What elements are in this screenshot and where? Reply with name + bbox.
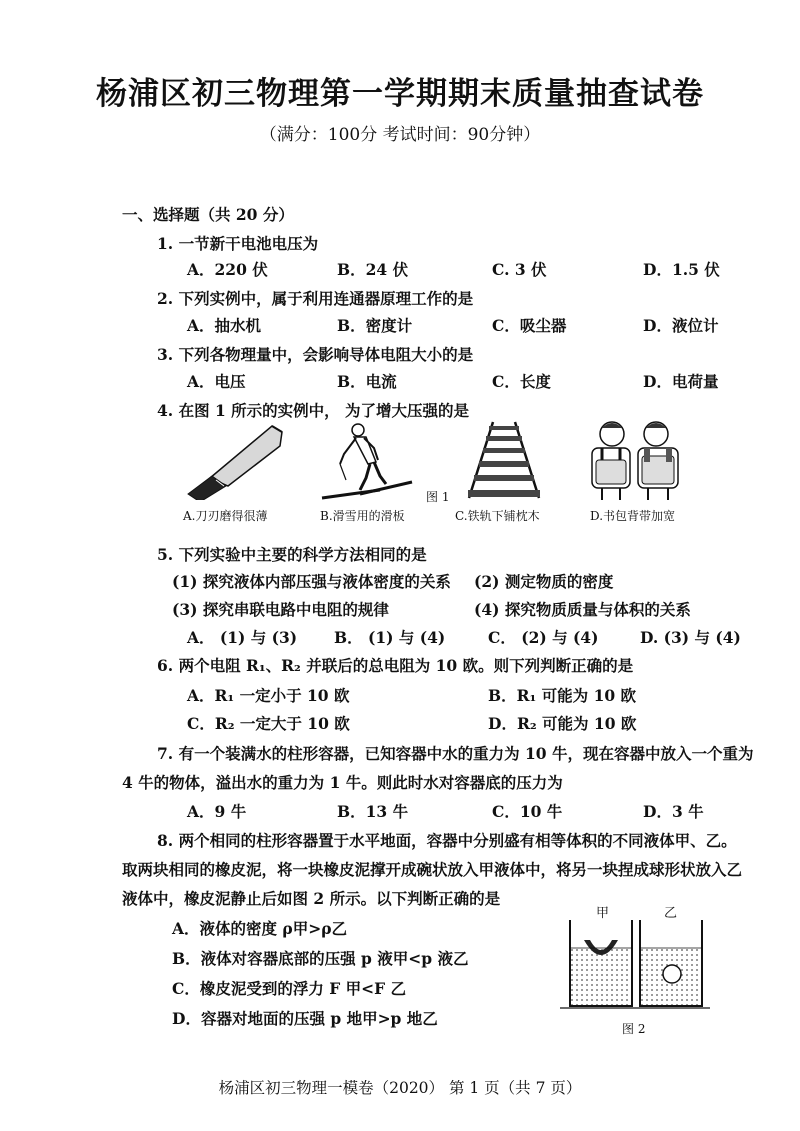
q8-option-b: B．液体对容器底部的压强 p 液甲<p 液乙	[172, 949, 469, 968]
q1-option-c: C. 3 伏	[492, 260, 547, 279]
figure-1-caption-b: B.滑雪用的滑板	[320, 509, 405, 523]
q8-option-d: D．容器对地面的压强 p 地甲>p 地乙	[172, 1009, 438, 1028]
q2-option-d: D．液位计	[643, 316, 719, 335]
q5-item-2: (2) 测定物质的密度	[474, 572, 614, 591]
q6-option-d: D．R₂ 可能为 10 欧	[488, 714, 637, 733]
figure-1-caption-a: A.刀刃磨得很薄	[183, 509, 268, 523]
q5-option-d: D. (3) 与 (4)	[640, 628, 741, 647]
railway-illustration	[455, 420, 555, 502]
question-4-stem: 4. 在图 1 所示的实例中， 为了增大压强的是	[157, 401, 470, 420]
page-title: 杨浦区初三物理第一学期期末质量抽查试卷	[96, 76, 704, 112]
question-1-stem: 1. 一节新干电池电压为	[157, 234, 319, 253]
question-8-stem-line1: 8. 两个相同的柱形容器置于水平地面，容器中分别盛有相等体积的不同液体甲、乙。	[157, 831, 737, 850]
figure-2-containers	[560, 918, 710, 1010]
q5-item-4: (4) 探究物质质量与体积的关系	[474, 600, 691, 619]
section-heading: 一、选择题（共 20 分）	[122, 205, 294, 224]
question-8-stem-line2: 取两块相同的橡皮泥，将一块橡皮泥撑开成碗状放入甲液体中，将另一块捏成球形状放入乙	[122, 860, 743, 879]
q6-option-b: B．R₁ 可能为 10 欧	[488, 686, 637, 705]
q2-option-a: A．抽水机	[187, 316, 262, 335]
q8-option-a: A．液体的密度 ρ甲>ρ乙	[172, 919, 348, 938]
q2-option-b: B．密度计	[337, 316, 413, 335]
q3-option-d: D．电荷量	[643, 372, 719, 391]
question-8-stem-line3: 液体中，橡皮泥静止后如图 2 所示。以下判断正确的是	[122, 889, 501, 908]
question-7-stem-line1: 7. 有一个装满水的柱形容器，已知容器中水的重力为 10 牛，现在容器中放入一个重为	[157, 744, 754, 763]
exam-info: （满分：100分 考试时间：90分钟）	[259, 125, 541, 145]
figure-1-caption-d: D.书包背带加宽	[590, 509, 676, 523]
q7-option-b: B．13 牛	[337, 802, 409, 821]
q5-option-c: C． (2) 与 (4)	[488, 628, 599, 647]
q5-option-a: A． (1) 与 (3)	[187, 628, 298, 647]
q3-option-b: B．电流	[337, 372, 397, 391]
q7-option-c: C．10 牛	[492, 802, 563, 821]
q6-option-a: A．R₁ 一定小于 10 欧	[187, 686, 350, 705]
page-footer: 杨浦区初三物理一模卷（2020） 第 1 页（共 7 页）	[218, 1079, 582, 1097]
q3-option-c: C．长度	[492, 372, 551, 391]
question-6-stem: 6. 两个电阻 R₁、R₂ 并联后的总电阻为 10 欧。则下列判断正确的是	[157, 656, 634, 675]
q3-option-a: A．电压	[187, 372, 246, 391]
q8-option-c: C．橡皮泥受到的浮力 F 甲<F 乙	[172, 979, 407, 998]
question-3-stem: 3. 下列各物理量中，会影响导体电阻大小的是	[157, 345, 474, 364]
ball-shaped-clay	[663, 965, 681, 983]
figure-2-label: 图 2	[622, 1022, 646, 1036]
question-7-stem-line2: 4 牛的物体，溢出水的重力为 1 牛。则此时水对容器底的压力为	[122, 773, 563, 792]
q7-option-d: D．3 牛	[643, 802, 704, 821]
question-5-stem: 5. 下列实验中主要的科学方法相同的是	[157, 545, 427, 564]
q5-option-b: B． (1) 与 (4)	[334, 628, 446, 647]
q1-option-a: A．220 伏	[187, 260, 268, 279]
backpack-children-illustration	[582, 420, 692, 502]
q5-item-1: (1) 探究液体内部压强与液体密度的关系	[172, 572, 451, 591]
container-label-jia: 甲	[596, 906, 610, 921]
figure-1-label: 图 1	[426, 490, 450, 504]
skier-illustration	[320, 420, 420, 502]
question-2-stem: 2. 下列实例中，属于利用连通器原理工作的是	[157, 289, 474, 308]
q6-option-c: C．R₂ 一定大于 10 欧	[187, 714, 350, 733]
knife-illustration	[180, 420, 290, 500]
figure-1-caption-c: C.铁轨下铺枕木	[455, 509, 540, 523]
q7-option-a: A．9 牛	[187, 802, 247, 821]
q5-item-3: (3) 探究串联电路中电阻的规律	[172, 600, 389, 619]
q2-option-c: C．吸尘器	[492, 316, 567, 335]
q1-option-d: D．1.5 伏	[643, 260, 720, 279]
container-label-yi: 乙	[664, 906, 678, 921]
q1-option-b: B．24 伏	[337, 260, 409, 279]
